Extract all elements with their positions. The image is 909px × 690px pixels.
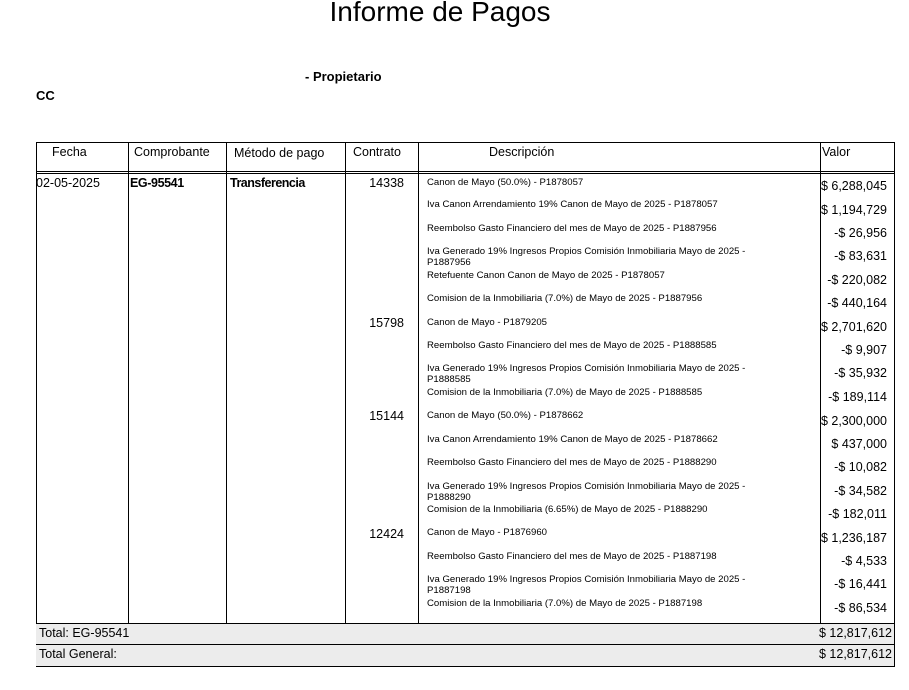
row-description: Reembolso Gasto Financiero del mes de Mayo de 2025 - P1887198 bbox=[427, 551, 717, 562]
row-value: -$ 86,534 bbox=[834, 601, 887, 615]
col-border-4 bbox=[418, 142, 419, 624]
row-value: $ 1,236,187 bbox=[820, 531, 887, 545]
row-value: -$ 10,082 bbox=[834, 460, 887, 474]
row-value: $ 437,000 bbox=[831, 437, 887, 451]
header-comprobante: Comprobante bbox=[134, 145, 210, 159]
row-description: Iva Generado 19% Ingresos Propios Comisión Inmobiliaria Mayo de 2025 - P1888585 bbox=[427, 363, 746, 385]
row-description: Comision de la Inmobiliaria (7.0%) de Mayo de 2025 - P1887956 bbox=[427, 293, 703, 304]
row-description: Iva Canon Arrendamiento 19% Canon de Mayo de 2025 - P1878662 bbox=[427, 434, 718, 445]
row-description: Canon de Mayo - P1879205 bbox=[427, 317, 548, 328]
contract-number: 15144 bbox=[369, 409, 404, 423]
report-title: Informe de Pagos bbox=[329, 0, 551, 27]
row-value: -$ 220,082 bbox=[827, 273, 887, 287]
row-description: Comision de la Inmobiliaria (6.65%) de Mayo de 2025 - P1888290 bbox=[427, 504, 708, 515]
row-value: -$ 83,631 bbox=[834, 249, 887, 263]
table-bottom-border bbox=[36, 666, 894, 667]
grand-total-label: Total General: bbox=[39, 647, 117, 661]
row-description: Reembolso Gasto Financiero del mes de Mayo de 2025 - P1888290 bbox=[427, 457, 717, 468]
table-top-border bbox=[36, 142, 894, 143]
header-bottom-border-2 bbox=[36, 173, 894, 174]
row-description: Reembolso Gasto Financiero del mes de Mayo de 2025 - P1888585 bbox=[427, 340, 717, 351]
voucher-total-label: Total: EG-95541 bbox=[39, 626, 130, 640]
row-value: -$ 16,441 bbox=[834, 577, 887, 591]
header-bottom-border bbox=[36, 171, 894, 172]
row-value: $ 1,194,729 bbox=[820, 203, 887, 217]
row-description: Canon de Mayo (50.0%) - P1878662 bbox=[427, 410, 584, 421]
row-description: Canon de Mayo - P1876960 bbox=[427, 527, 548, 538]
col-border-1 bbox=[128, 142, 129, 624]
row-value: $ 2,300,000 bbox=[820, 414, 887, 428]
row-value: $ 2,701,620 bbox=[820, 320, 887, 334]
payment-voucher: EG-95541 bbox=[130, 176, 184, 190]
row-value: -$ 4,533 bbox=[841, 554, 887, 568]
grand-total-value: $ 12,817,612 bbox=[819, 647, 892, 661]
header-valor: Valor bbox=[822, 145, 851, 159]
row-description: Canon de Mayo (50.0%) - P1878057 bbox=[427, 177, 584, 188]
row-description: Comision de la Inmobiliaria (7.0%) de Mayo de 2025 - P1888585 bbox=[427, 387, 703, 398]
header-contrato: Contrato bbox=[353, 145, 401, 159]
contract-number: 15798 bbox=[369, 316, 404, 330]
row-value: -$ 189,114 bbox=[828, 390, 887, 404]
voucher-total-row bbox=[36, 624, 894, 644]
row-description: Iva Canon Arrendamiento 19% Canon de Mayo de 2025 - P1878057 bbox=[427, 199, 718, 210]
row-description: Retefuente Canon Canon de Mayo de 2025 - P1878057 bbox=[427, 270, 665, 281]
row-value: -$ 9,907 bbox=[841, 343, 887, 357]
payment-method: Transferencia bbox=[230, 176, 305, 190]
col-border-right bbox=[894, 142, 895, 667]
row-description: Comision de la Inmobiliaria (7.0%) de Mayo de 2025 - P1887198 bbox=[427, 598, 703, 609]
owner-label: - Propietario bbox=[305, 69, 382, 84]
row-description: Iva Generado 19% Ingresos Propios Comisión Inmobiliaria Mayo de 2025 - P1888290 bbox=[427, 481, 746, 503]
voucher-total-value: $ 12,817,612 bbox=[819, 626, 892, 640]
header-fecha: Fecha bbox=[52, 145, 87, 159]
row-description: Reembolso Gasto Financiero del mes de Mayo de 2025 - P1887956 bbox=[427, 223, 717, 234]
row-value: -$ 440,164 bbox=[827, 296, 887, 310]
row-description: Iva Generado 19% Ingresos Propios Comisión Inmobiliaria Mayo de 2025 - P1887198 bbox=[427, 574, 746, 596]
col-border-2 bbox=[226, 142, 227, 624]
col-border-3 bbox=[345, 142, 346, 624]
cc-label: CC bbox=[36, 88, 55, 103]
col-border-left bbox=[36, 142, 37, 667]
row-value: -$ 26,956 bbox=[834, 226, 887, 240]
row-value: -$ 34,582 bbox=[834, 484, 887, 498]
row-value: $ 6,288,045 bbox=[820, 179, 887, 193]
header-metodo: Método de pago bbox=[234, 146, 325, 160]
row-value: -$ 35,932 bbox=[834, 366, 887, 380]
grand-total-row bbox=[36, 645, 894, 666]
header-descripcion: Descripción bbox=[489, 145, 555, 159]
row-description: Iva Generado 19% Ingresos Propios Comisión Inmobiliaria Mayo de 2025 - P1887956 bbox=[427, 246, 746, 268]
contract-number: 14338 bbox=[369, 176, 404, 190]
payment-date: 02-05-2025 bbox=[36, 176, 100, 190]
row-value: -$ 182,011 bbox=[828, 507, 887, 521]
contract-number: 12424 bbox=[369, 527, 404, 541]
